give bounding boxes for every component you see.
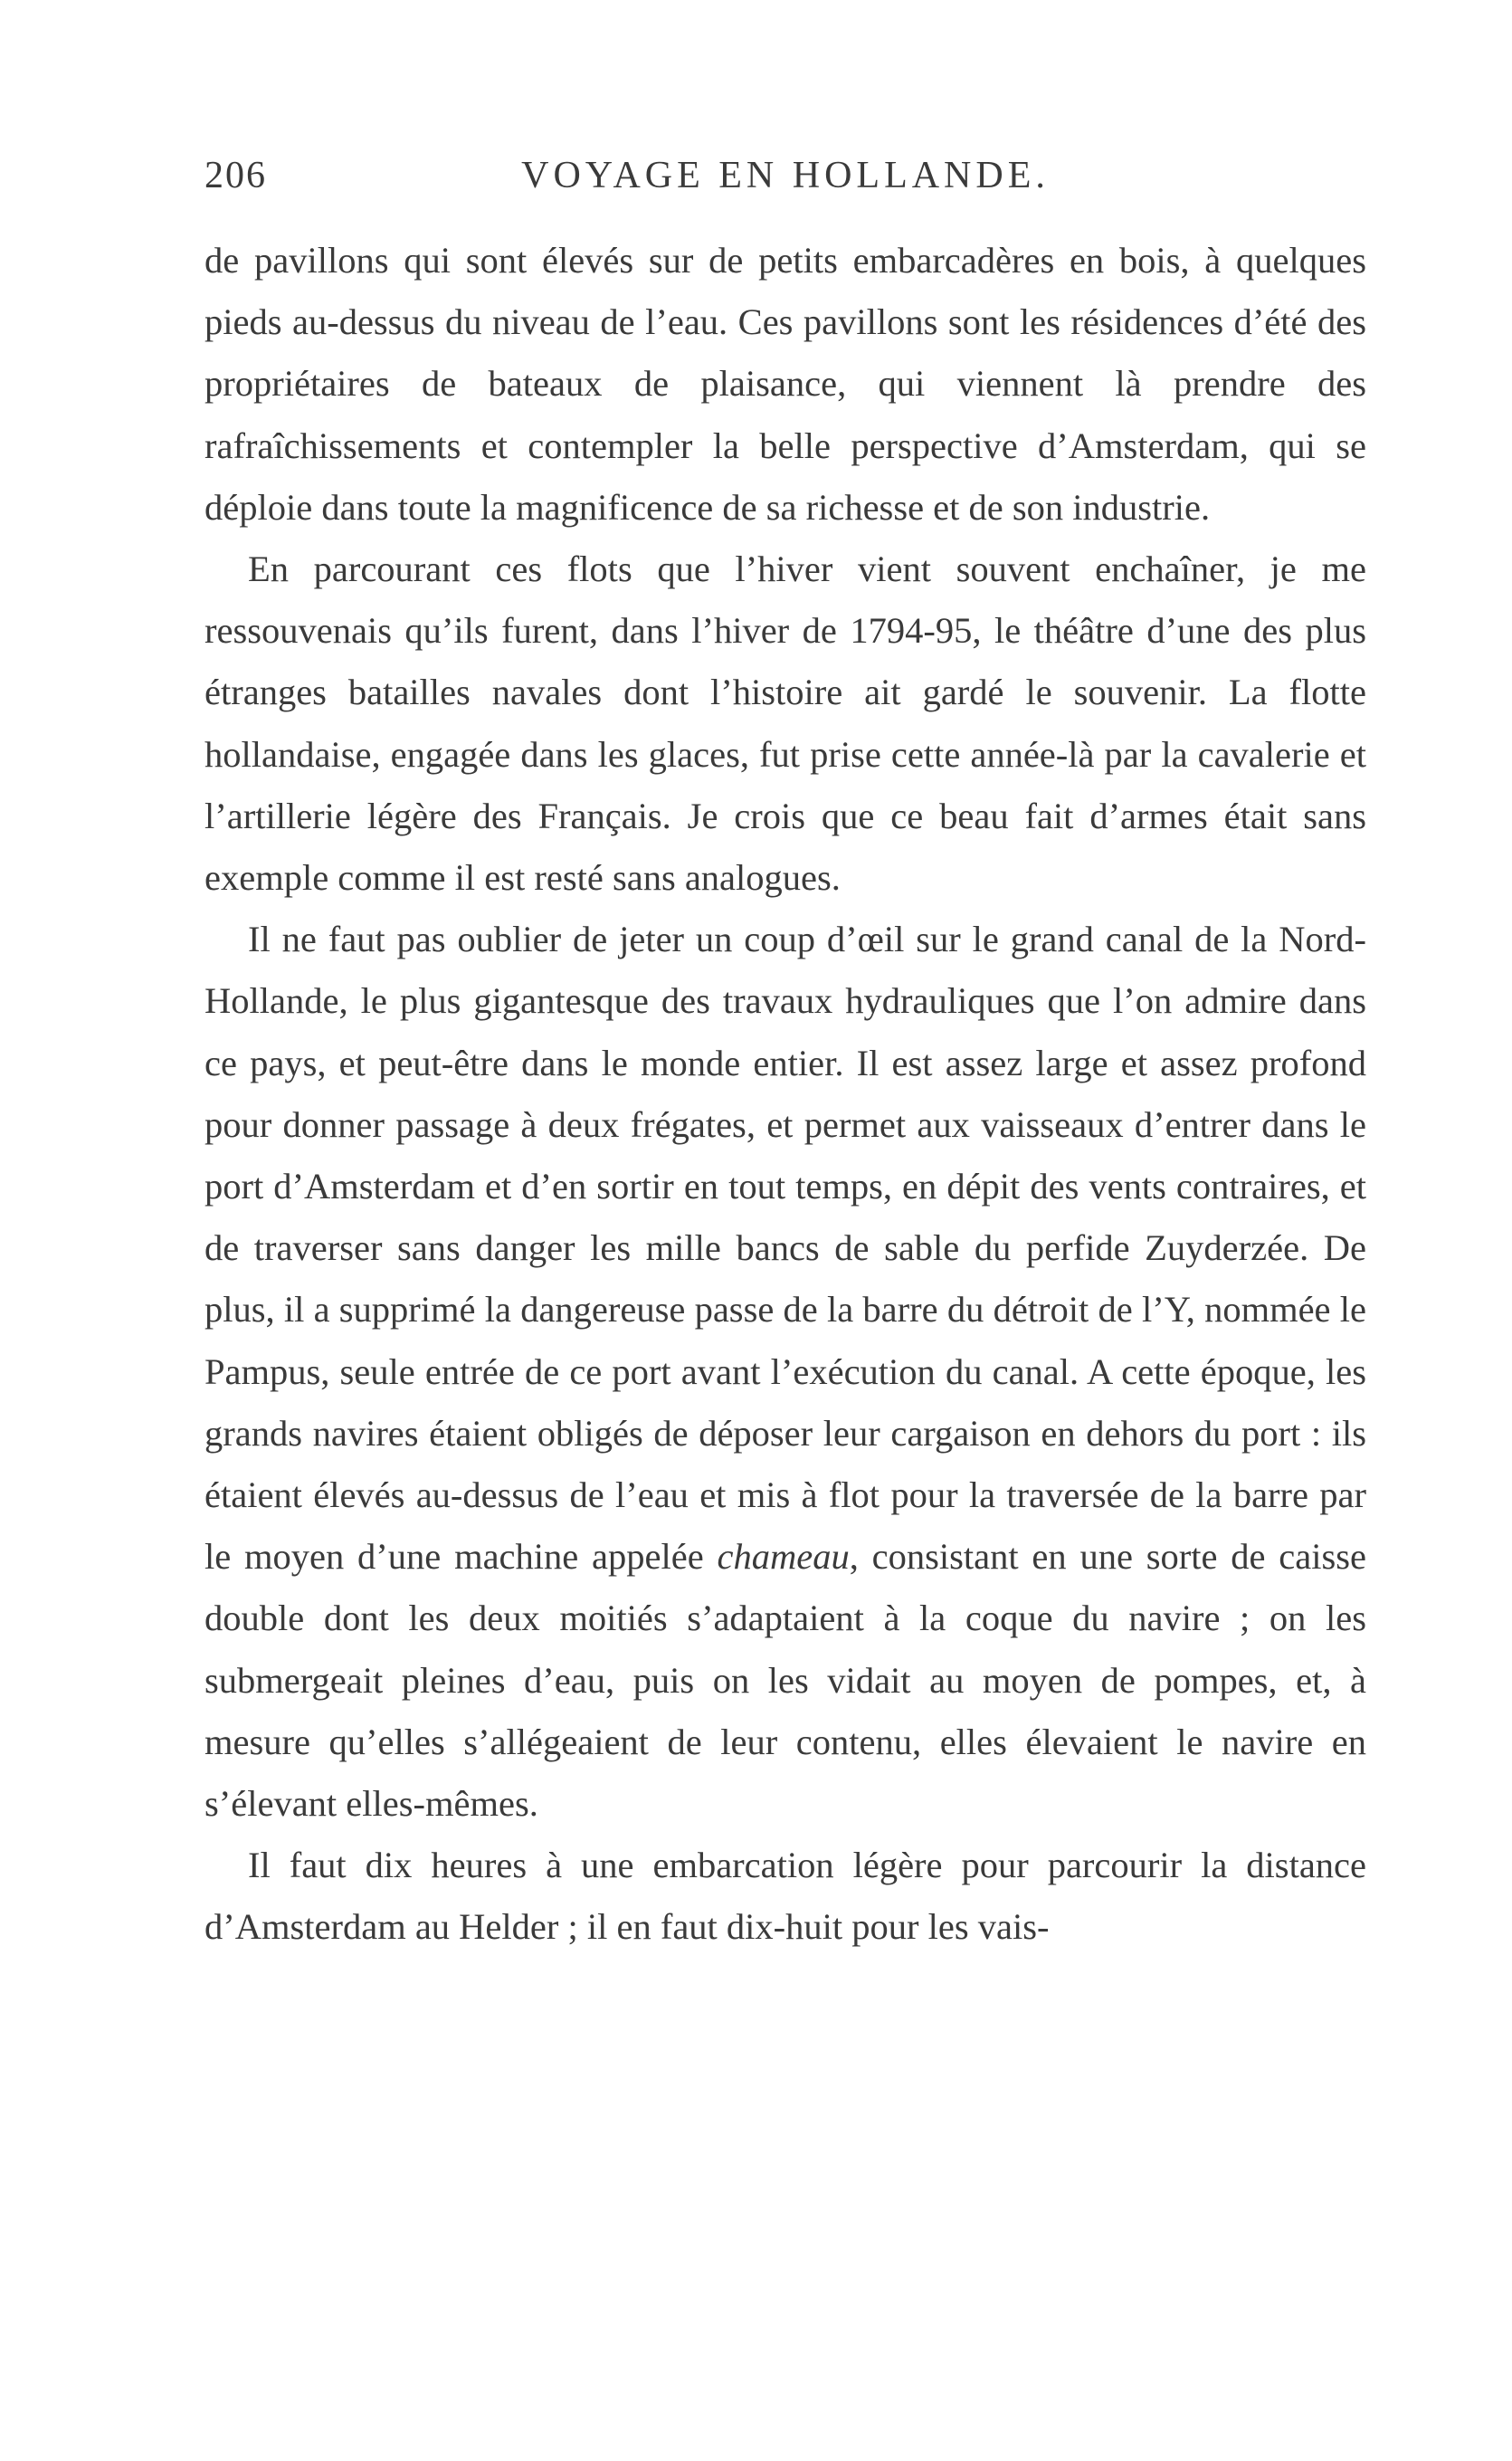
running-title: VOYAGE EN HOLLANDE.	[521, 155, 1050, 196]
italic-term: chameau	[717, 1536, 850, 1578]
page-number: 206	[204, 155, 267, 196]
paragraph-travel-time: Il faut dix heures à une embarcation légère pour parcourir la distance d’Amsterdam au Helder ; il en faut dix-huit pour les vais-	[204, 1845, 1366, 1948]
paragraph-text: , consistant en une sorte de caisse double dont les deux moitiés s’adaptaient à la coque du navire ; on les submergeait pleines d’eau, puis on les vidait au moyen de pompes, et, à mesure qu’elles s’allégeaient de leur contenu, elles élevaient le navire en s’élevant elles-mêmes.	[204, 1536, 1366, 1825]
body-text	[204, 230, 1366, 1959]
paragraph-continuation: de pavillons qui sont élevés sur de petits embarcadères en bois, à quelques pieds au-dessus du niveau de l’eau. Ces pavillons sont les résidences d’été des propriétaires de bateaux de plaisance, qui viennent là prendre des rafraîchissements et contempler la belle perspective d’Amsterdam, qui se déploie dans toute la magnificence de sa richesse et de son industrie.	[204, 240, 1366, 528]
page-header	[204, 154, 1366, 208]
paragraph-north-holland-canal	[204, 909, 1366, 1835]
paragraph-text: Il ne faut pas oublier de jeter un coup d’œil sur le grand canal de la Nord-Hollande, le plus gigantesque des travaux hydrauliques que l’on admire dans ce pays, et peut-être dans le monde entier. Il est assez large et assez profond pour donner passage à deux frégates, et permet aux vaisseaux d’entrer dans le port d’Amsterdam et d’en sortir en tout temps, en dépit des vents contraires, et de traverser sans danger les mille bancs de sable du perfide Zuyderzée. De plus, il a supprimé la dangereuse passe de la barre du détroit de l’Y, nommée le Pampus, seule entrée de ce port avant l’exécution du canal. A cette époque, les grands navires étaient obligés de déposer leur cargaison en dehors du port : ils étaient élevés au-dessus de l’eau et mis à flot pour la traversée de la barre par le moyen d’une machine appelée	[204, 919, 1366, 1578]
paragraph-battle-in-ice: En parcourant ces flots que l’hiver vient souvent enchaîner, je me ressouvenais qu’ils furent, dans l’hiver de 1794-95, le théâtre d’une des plus étranges batailles navales dont l’histoire ait gardé le souvenir. La flotte hollandaise, engagée dans les glaces, fut prise cette année-là par la cavalerie et l’artillerie légère des Français. Je crois que ce beau fait d’armes était sans exemple comme il est resté sans analogues.	[204, 548, 1366, 899]
